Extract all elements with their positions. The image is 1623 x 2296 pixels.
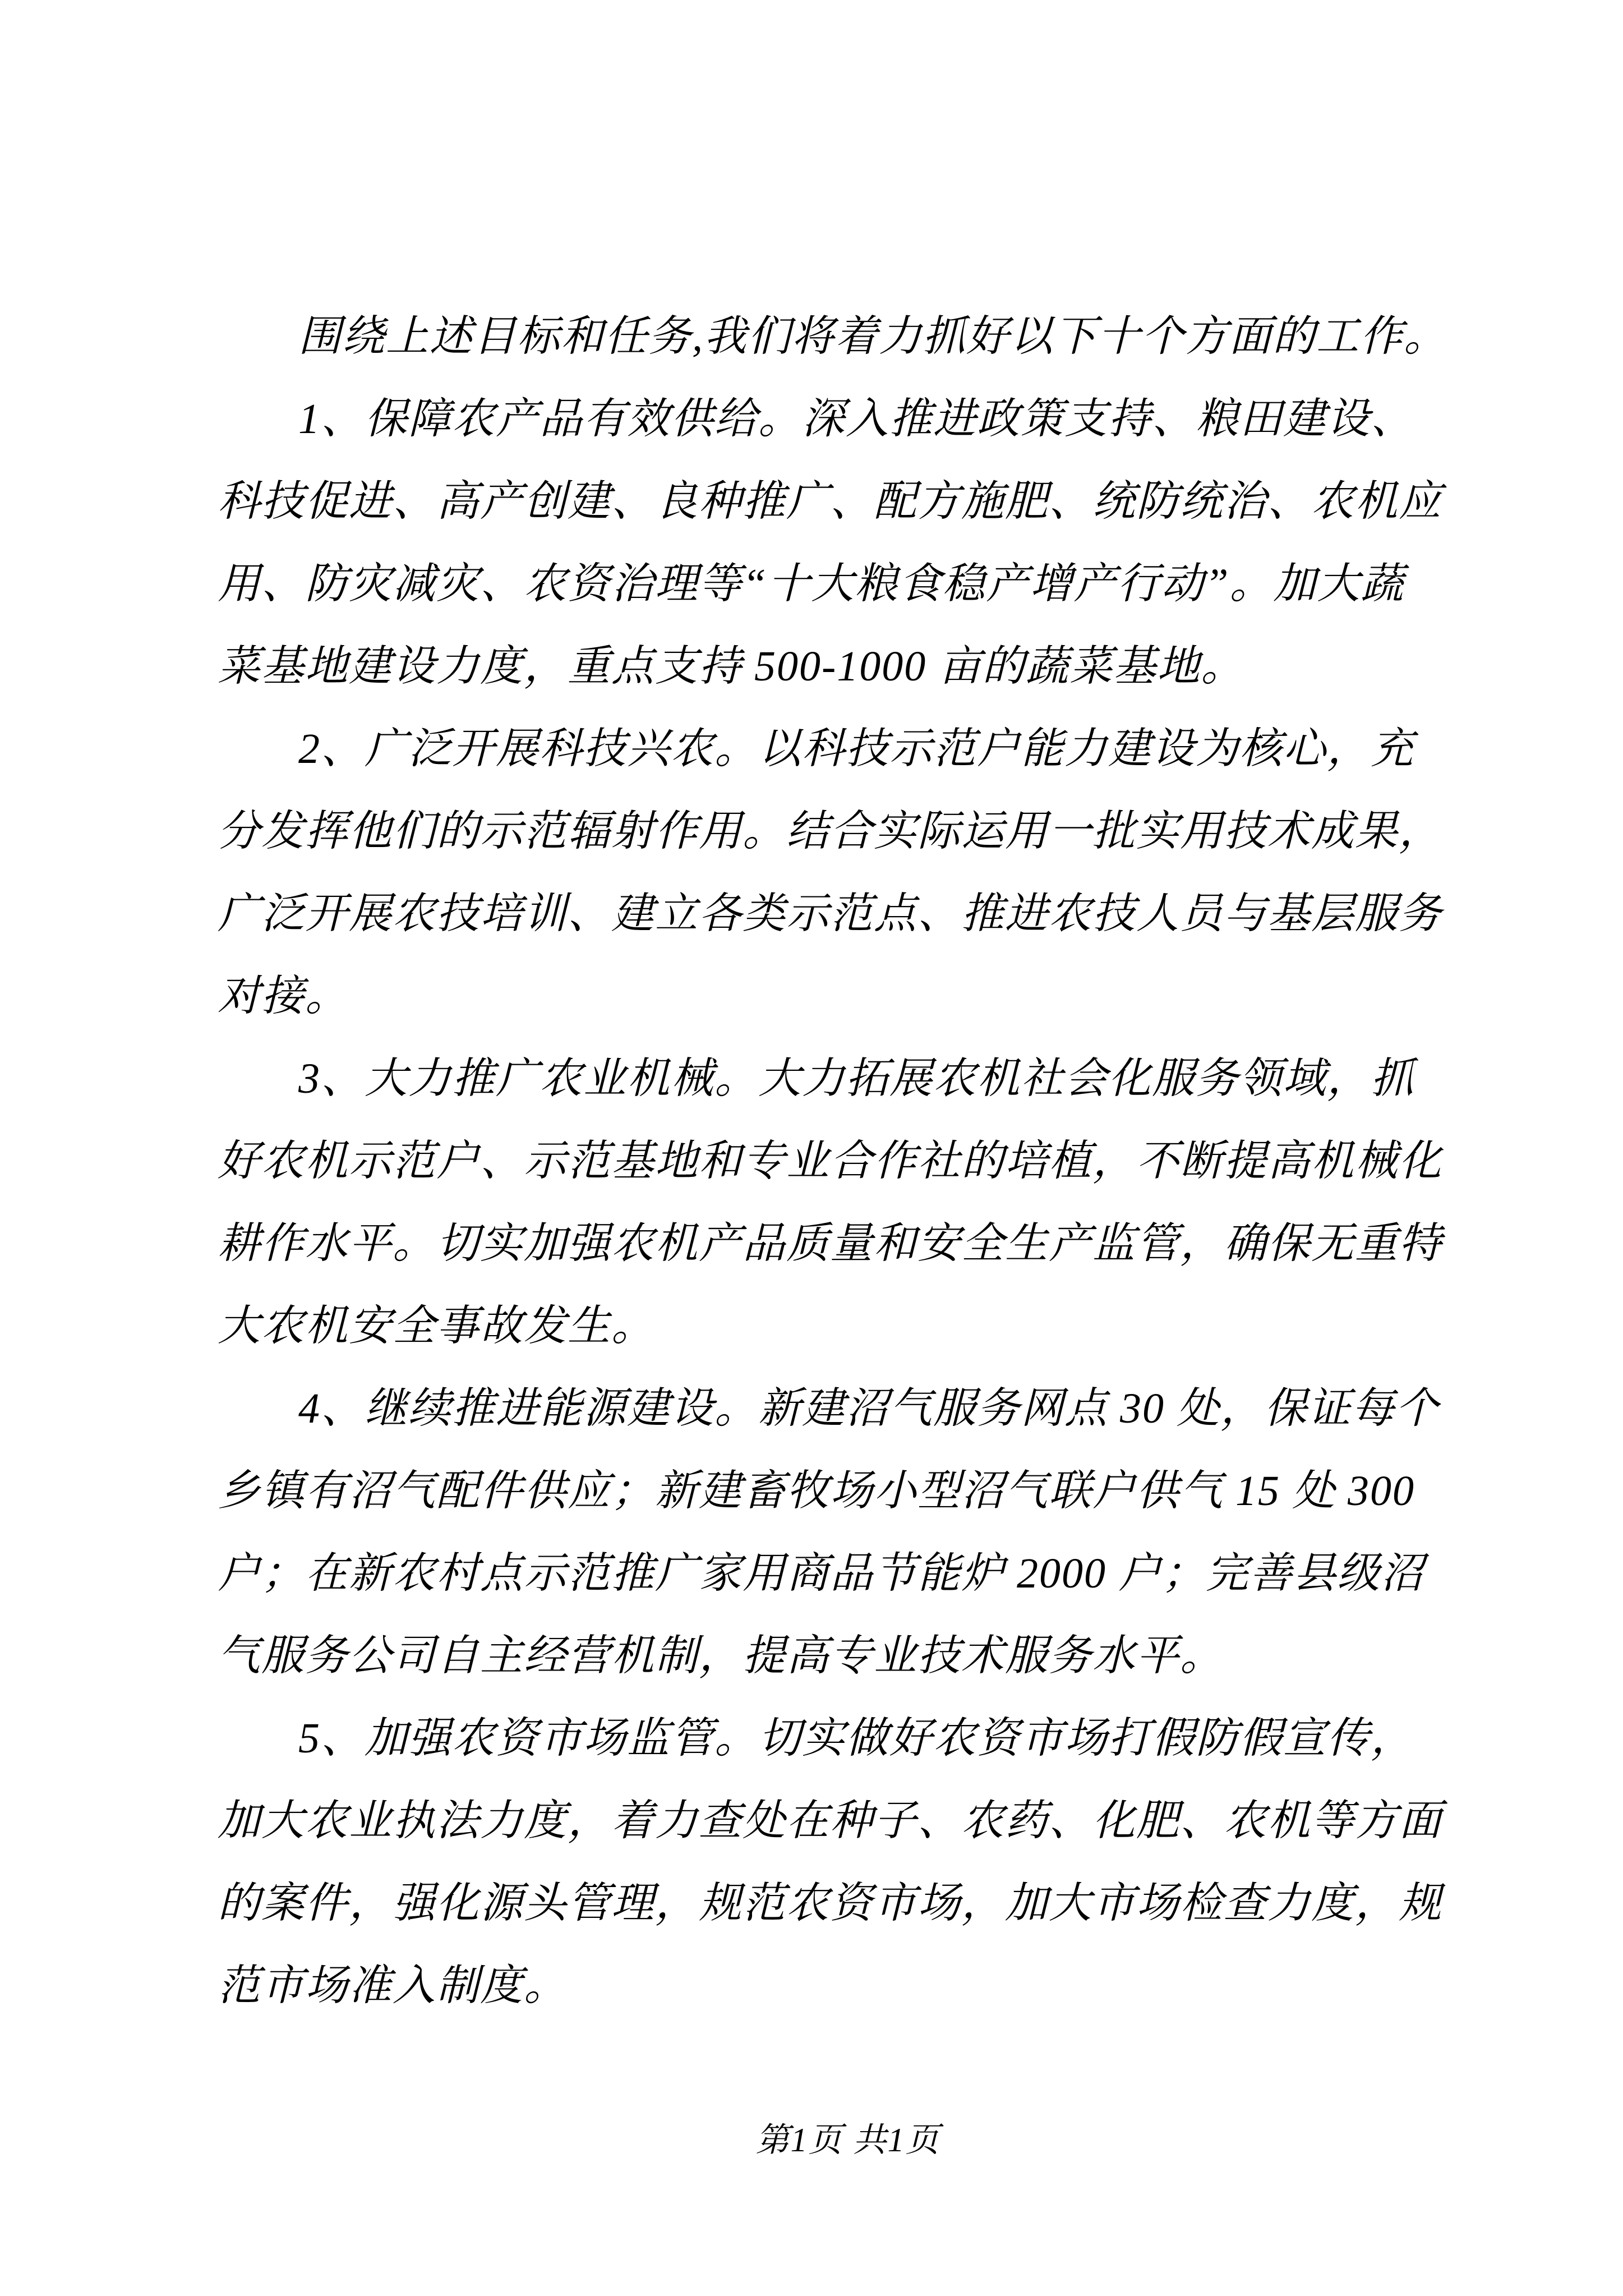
text-line: 对接。 (218, 973, 349, 1020)
page-footer: 第1页 共1页 (755, 2122, 940, 2159)
text-line: 加大农业执法力度，着力查处在种子、农药、化肥、农机等方面 (218, 1797, 1442, 1844)
text-line: 科技促进、高产创建、良种推广、配方施肥、统防统治、农机应 (218, 478, 1442, 525)
text-line: 2、广泛开展科技兴农。以科技示范户能力建设为核心，充 (298, 725, 1414, 772)
text-line: 4、继续推进能源建设。新建沼气服务网点 30 处，保证每个 (298, 1385, 1439, 1432)
text-line: 大农机安全事故发生。 (218, 1303, 655, 1350)
text-line: 分发挥他们的示范辐射作用。结合实际运用一批实用技术成果， (218, 808, 1442, 855)
text-line: 气服务公司自主经营机制，提高专业技术服务水平。 (218, 1632, 1224, 1680)
text-line: 好农机示范户、示范基地和专业合作社的培植，不断提高机械化 (218, 1138, 1442, 1185)
text-line: 的案件，强化源头管理，规范农资市场，加大市场检查力度，规 (218, 1880, 1442, 1927)
text-line: 乡镇有沼气配件供应；新建畜牧场小型沼气联户供气 15 处 300 (218, 1467, 1415, 1515)
text-line: 范市场准入制度。 (218, 1962, 568, 2009)
text-line: 3、大力推广农业机械。大力拓展农机社会化服务领域，抓 (298, 1055, 1414, 1102)
text-line: 5、加强农资市场监管。切实做好农资市场打假防假宣传， (298, 1715, 1414, 1762)
document-body (218, 296, 1463, 2027)
text-line: 用、防灾减灾、农资治理等“十大粮食稳产增产行动”。加大蔬 (218, 560, 1405, 608)
text-line: 广泛开展农技培训、建立各类示范点、推进农技人员与基层服务 (218, 890, 1442, 937)
text-line: 围绕上述目标和任务,我们将着力抓好以下十个方面的工作。 (298, 313, 1447, 360)
text-line: 1、保障农产品有效供给。深入推进政策支持、粮田建设、 (298, 395, 1414, 443)
text-line: 耕作水平。切实加强农机产品质量和安全生产监管，确保无重特 (218, 1220, 1442, 1267)
text-line: 菜基地建设力度，重点支持 500-1000 亩的蔬菜基地。 (218, 643, 1245, 690)
text-line: 户；在新农村点示范推广家用商品节能炉 2000 户；完善县级沼 (218, 1550, 1424, 1597)
